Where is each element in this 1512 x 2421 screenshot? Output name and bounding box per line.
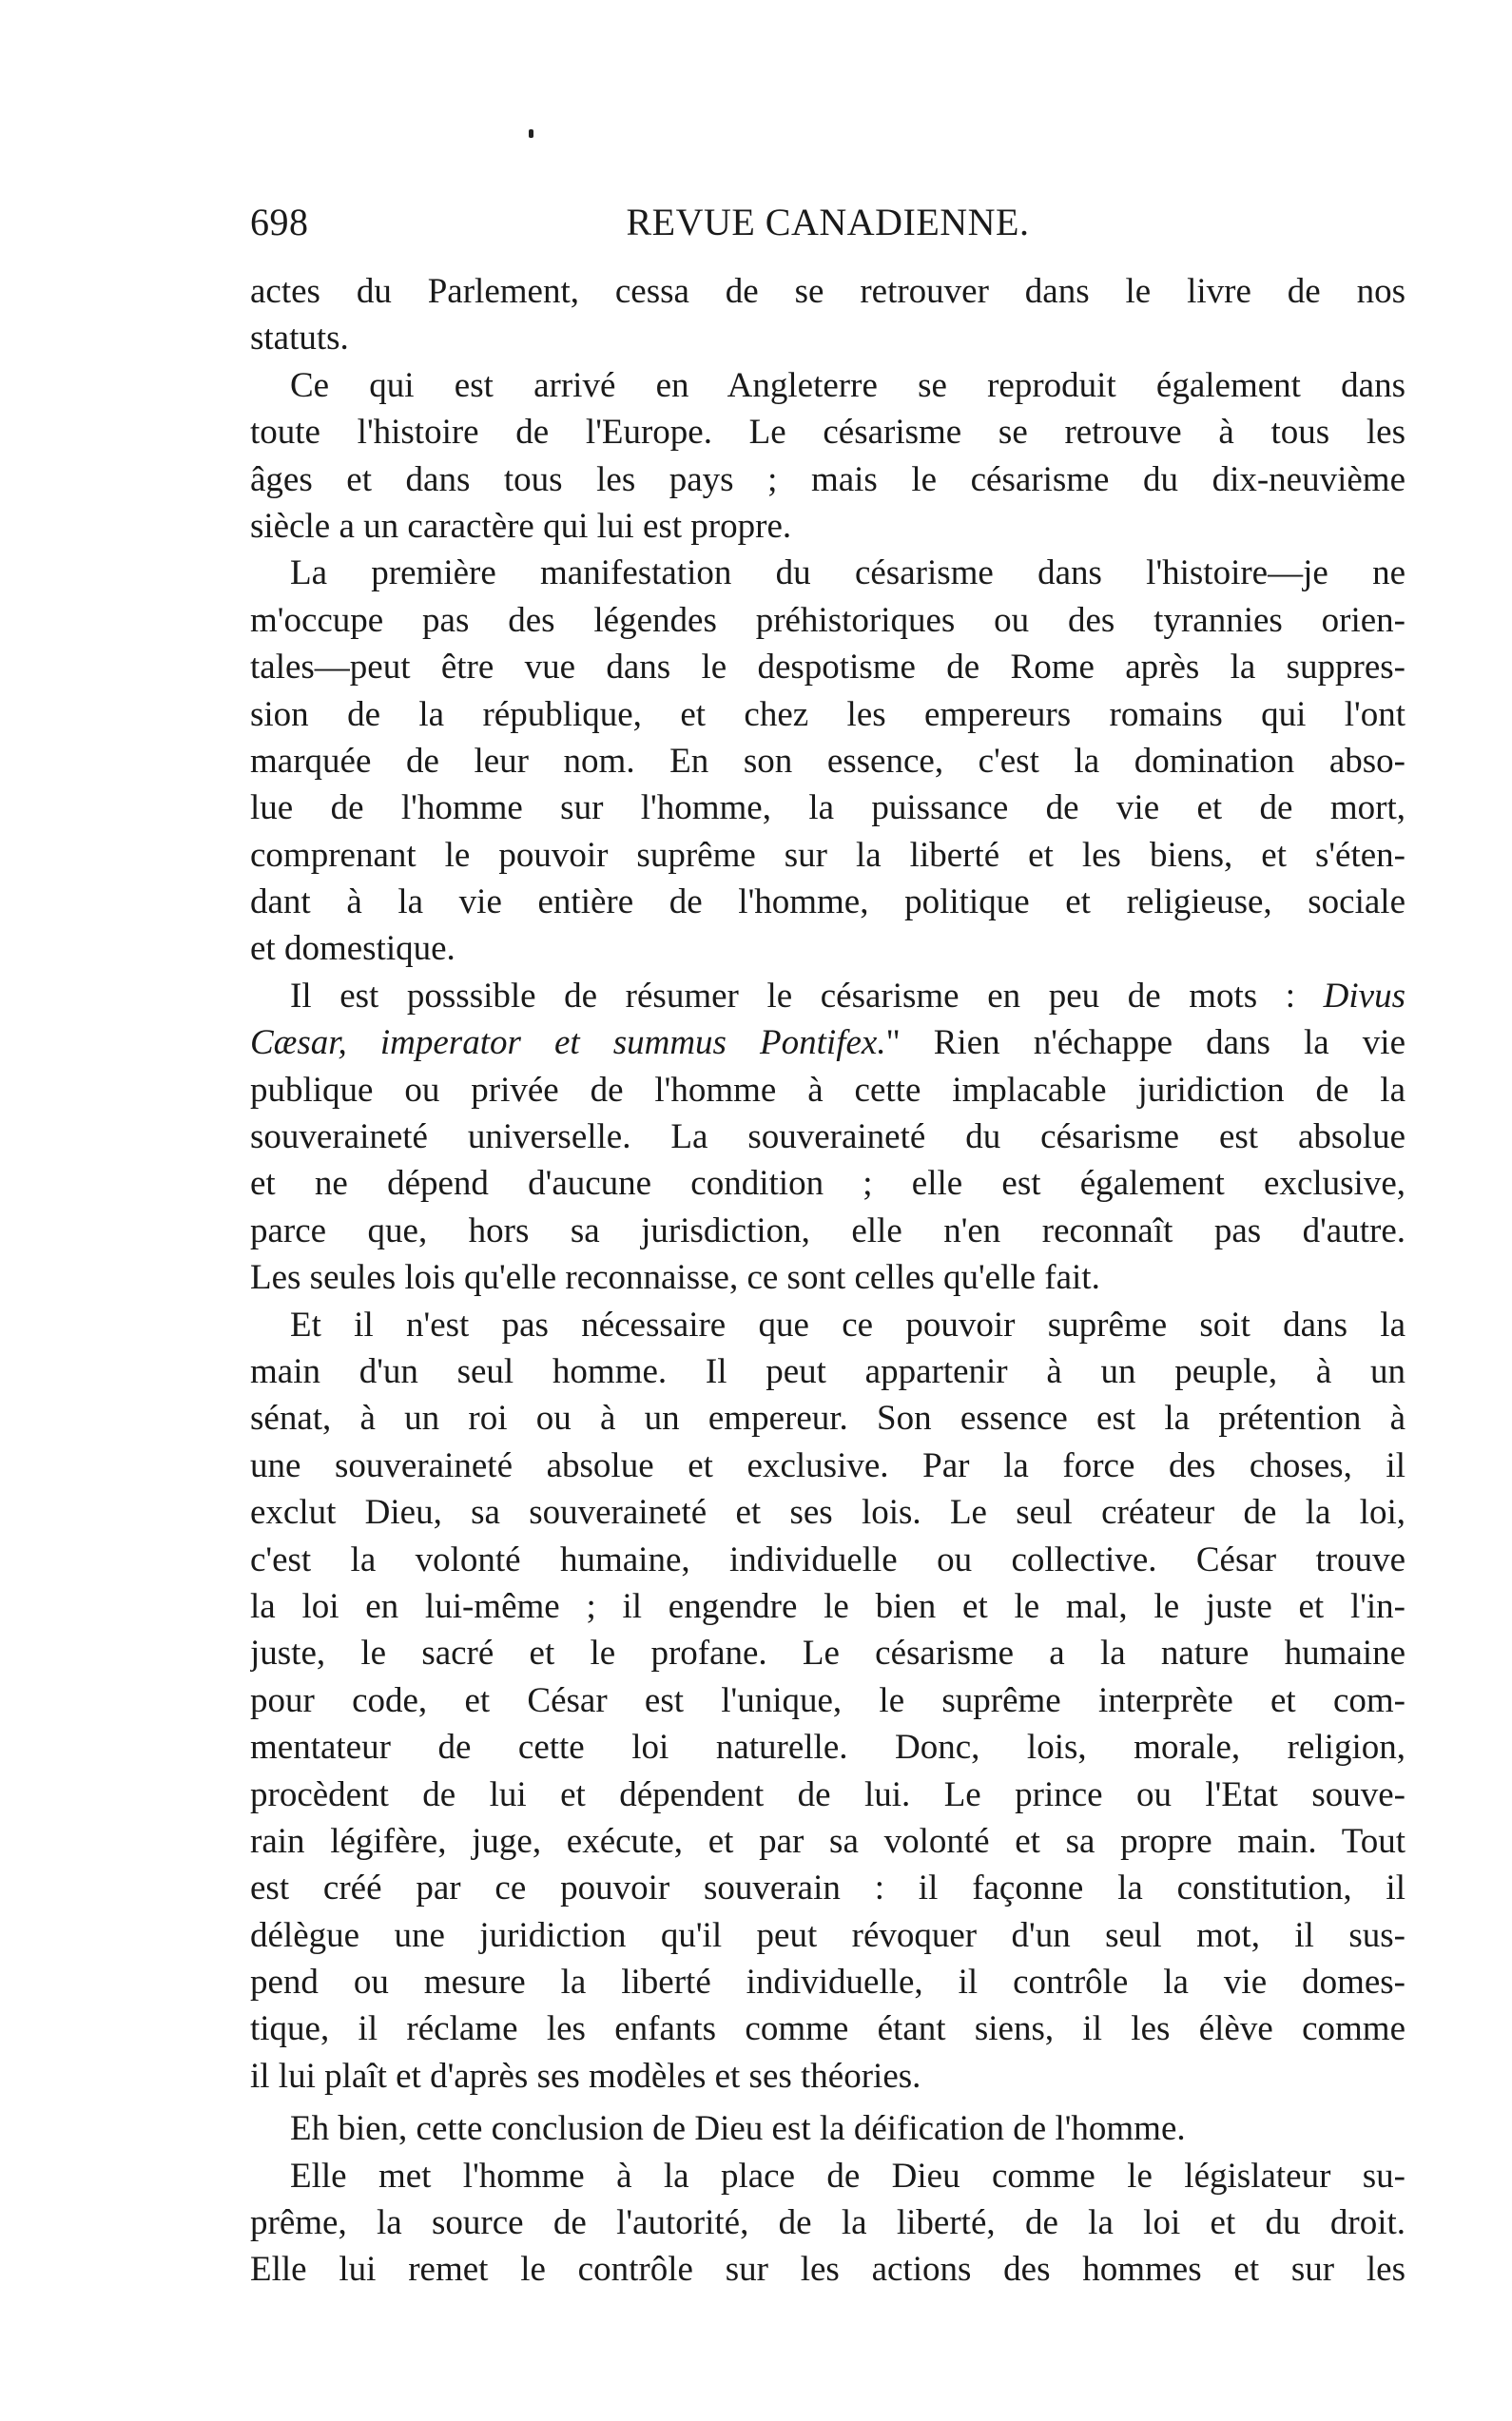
text-line: souveraineté universelle. La souveraineté du césarisme est absolue [250,1117,1405,1157]
text-line: mentateur de cette loi naturelle. Donc, lois, morale, religion, [250,1728,1405,1768]
text-line: tique, il réclame les enfants comme étant siens, il les élève comme [250,2009,1405,2049]
print-speck [529,129,533,138]
text-line [250,973,1405,1019]
text-line: exclut Dieu, sa souveraineté et ses lois. Le seul créateur de la loi, [250,1493,1405,1533]
text-line: Elle lui remet le contrôle sur les actions des hommes et sur les [250,2250,1405,2290]
text-line: lue de l'homme sur l'homme, la puissance de vie et de mort, [250,788,1405,828]
text-line: sénat, à un roi ou à un empereur. Son essence est la prétention à [250,1399,1405,1439]
text-line: et ne dépend d'aucune condition ; elle est également exclusive, [250,1164,1405,1204]
text-line: c'est la volonté humaine, individuelle ou collective. César trouve [250,1540,1405,1579]
text-line: toute l'histoire de l'Europe. Le césarisme se retrouve à tous les [250,413,1405,453]
latin-phrase: Divus [1323,976,1405,1016]
text-line: délègue une juridiction qu'il peut révoquer d'un seul mot, il sus- [250,1915,1405,1955]
text-line: dant à la vie entière de l'homme, politique et religieuse, sociale [250,882,1405,922]
text-run: " Rien n'échappe dans la vie [885,1023,1405,1063]
text-line: tales—peut être vue dans le despotisme de Rome après la suppres- [250,648,1405,688]
text-line: Ce qui est arrivé en Angleterre se reproduit également dans [290,365,1405,405]
text-line: il lui plaît et d'après ses modèles et ses théories. [250,2056,921,2096]
text-line: siècle a un caractère qui lui est propre. [250,506,792,546]
body-text [250,268,1405,2294]
text-line: sion de la république, et chez les empereurs romains qui l'ont [250,694,1405,734]
text-line: prême, la source de l'autorité, de la liberté, de la loi et du droit. [250,2203,1405,2243]
text-line: la loi en lui-même ; il engendre le bien et le mal, le juste et l'in- [250,1586,1405,1626]
text-line: rain légifère, juge, exécute, et par sa volonté et sa propre main. Tout [250,1821,1405,1861]
running-title: REVUE CANADIENNE. [626,201,1030,243]
latin-phrase: Cæsar, imperator et summus Pontifex. [250,1023,886,1063]
text-line: une souveraineté absolue et exclusive. Par la force des choses, il [250,1445,1405,1485]
text-line: marquée de leur nom. En son essence, c'est la domination abso- [250,741,1405,781]
text-line: âges et dans tous les pays ; mais le césarisme du dix-neuvième [250,459,1405,499]
text-line: publique ou privée de l'homme à cette implacable juridiction de la [250,1070,1405,1110]
text-line [250,1019,1405,1066]
text-line: comprenant le pouvoir suprême sur la liberté et les biens, et s'éten- [250,835,1405,875]
text-line: et domestique. [250,929,456,969]
text-line: juste, le sacré et le profane. Le césarisme a la nature humaine [250,1634,1405,1674]
text-line: statuts. [250,319,349,358]
text-line: procèdent de lui et dépendent de lui. Le prince ou l'Etat souve- [250,1774,1405,1814]
text-run: Il est posssible de résumer le césarisme en peu de mots : [290,976,1324,1016]
text-line: Et il n'est pas nécessaire que ce pouvoir suprême soit dans la [290,1305,1405,1345]
page-header [250,194,1405,251]
page-number: 698 [250,201,309,243]
text-line: Eh bien, cette conclusion de Dieu est la déification de l'homme. [290,2109,1186,2149]
text-line: actes du Parlement, cessa de se retrouver dans le livre de nos [250,272,1405,311]
text-line: est créé par ce pouvoir souverain : il façonne la constitution, il [250,1869,1405,1908]
text-line: Elle met l'homme à la place de Dieu comme le législateur su- [290,2156,1405,2196]
text-line: La première manifestation du césarisme dans l'histoire—je ne [290,553,1405,593]
text-line: parce que, hors sa jurisdiction, elle n'en reconnaît pas d'autre. [250,1210,1405,1250]
text-line: Les seules lois qu'elle reconnaisse, ce sont celles qu'elle fait. [250,1258,1100,1298]
text-line: main d'un seul homme. Il peut appartenir à un peuple, à un [250,1351,1405,1391]
text-line: pend ou mesure la liberté individuelle, il contrôle la vie domes- [250,1963,1405,2003]
text-line: pour code, et César est l'unique, le suprême interprète et com- [250,1680,1405,1720]
text-line: m'occupe pas des légendes préhistoriques ou des tyrannies orien- [250,600,1405,640]
